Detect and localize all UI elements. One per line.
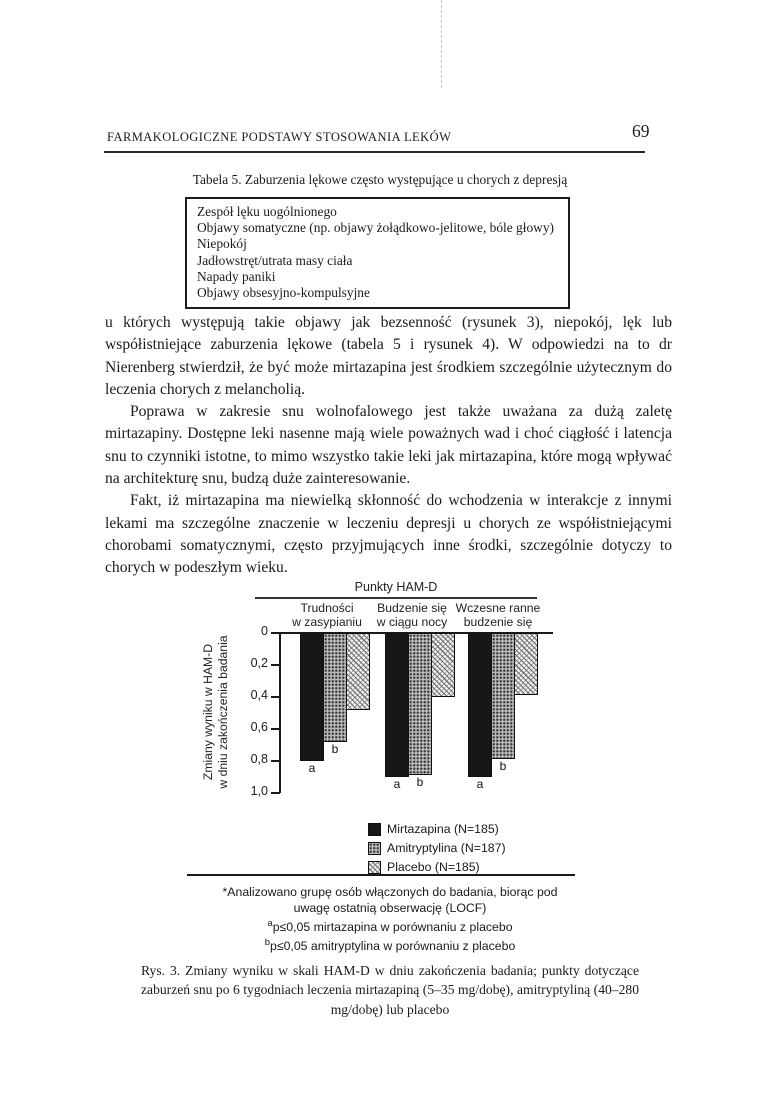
y-axis-tick [271, 728, 280, 730]
footnote-line: $^a$p≤0,05 mirtazapina w porównaniu z placebo [267, 918, 513, 935]
y-axis-tick [271, 696, 280, 698]
figure-caption: Rys. 3. Zmiany wyniku w skali HAM-D w dniu zakończenia badania; punkty dotyczące zaburzeń snu po 6 tygodniach leczenia mirtazapiną (5–35 mg/dobę), amitryptyliną (40–280 mg/dobę) lub placebo [141, 963, 639, 1017]
y-axis-label: Zmiany wyniku w HAM-D w dniu zakończenia badania [201, 635, 230, 789]
figure-footnotes [150, 884, 630, 954]
chart-bar [323, 633, 347, 756]
y-axis-tick [271, 760, 280, 762]
paragraph: Poprawa w zakresie snu wolnofalowego jest także uważana za dużą zaletę mirtazapiny. Dostępne leki nasenne mają wiele poważnych wad i choć ciągłość i latencja snu to czynniki istotne, to mimo wszystko takie leki jak mirtazapina, które mogą wpływać na architekturę snu, budzą duże zainteresowanie. [105, 403, 672, 488]
chart-bar [408, 633, 432, 789]
table-row: Zespół lęku uogólnionego [197, 204, 337, 219]
table-row: Objawy somatyczne (np. objawy żołądkowo-jelitowe, bóle głowy) [197, 220, 554, 236]
y-axis-tick-label: 0,8 [250, 752, 268, 766]
chart-bar [385, 633, 409, 791]
figure-area [0, 580, 778, 960]
table-box [185, 197, 570, 309]
significance-letter: a [476, 777, 484, 791]
figure-separator-rule [187, 874, 575, 876]
significance-letter: a [308, 761, 316, 775]
chart-bar [468, 633, 492, 791]
paragraph: Fakt, iż mirtazapina ma niewielką skłonność do wchodzenia w interakcje z innymi lekami ma szczególne znaczenie w leczeniu depresji u chorych ze współistniejącymi chorobami somatycznymi, często przyjmujących inne środki, szczególnie dotyczy to chorych w podeszłym wieku. [105, 492, 672, 577]
scan-artifact-line [441, 0, 442, 88]
category-label: Wczesne ranne budzenie się [455, 601, 541, 629]
header-rule [104, 151, 645, 153]
y-axis-tick-label: 0,2 [250, 656, 268, 670]
y-axis-tick [271, 632, 280, 634]
paragraph: u których występują takie objawy jak bezsenność (rysunek 3), niepokój, lęk lub współistniejące zaburzenia lękowe (tabela 5 i rysunek 4). W odpowiedzi na to dr Nierenberg stwierdził, że być może mirtazapina jest środkiem szczególnie użytecznym do leczenia chorych z melancholią. [105, 314, 672, 398]
page-number: 69 [632, 121, 650, 141]
chart-title-rule [255, 597, 537, 599]
category-label: Budzenie się w ciągu nocy [376, 601, 448, 629]
y-axis-tick-label: 0,4 [250, 688, 268, 702]
category-label: Trudności w zasypianiu [292, 601, 362, 629]
table-row: Jadłowstręt/utrata masy ciała [197, 252, 353, 268]
significance-letter: b [416, 775, 424, 789]
y-axis-tick-label: 1,0 [250, 784, 268, 798]
significance-letter: b [499, 759, 507, 773]
legend-item [368, 860, 480, 874]
table-row: Napady paniki [197, 268, 276, 284]
body-text [105, 312, 672, 580]
chart-bar [346, 633, 370, 710]
chart-title: Punkty HAM-D [354, 580, 438, 594]
y-axis-tick-label: 0,6 [250, 720, 268, 734]
footnote-line: uwagę ostatnią obserwację (LOCF) [293, 901, 487, 915]
table-row: Niepokój [197, 236, 247, 252]
dots-swatch-icon [368, 842, 381, 855]
legend-label: Placebo (N=185) [387, 860, 480, 874]
table-row: Objawy obsesyjno-kompulsyjne [197, 285, 370, 301]
y-axis-tick [271, 792, 280, 794]
y-axis-tick-label: 0 [261, 624, 268, 638]
chart-bar [300, 633, 324, 775]
legend-label: Mirtazapina (N=185) [387, 822, 499, 836]
footnote-line: *Analizowano grupę osób włączonych do badania, biorąc pod [222, 885, 558, 899]
chart-bar [431, 633, 455, 697]
y-axis-line [279, 632, 281, 793]
footnote-line: $^b$p≤0,05 amitryptylina w porównaniu z placebo [264, 937, 516, 954]
hatch-swatch-icon [368, 861, 381, 874]
running-header-title: FARMAKOLOGICZNE PODSTAWY STOSOWANIA LEKÓW [107, 130, 452, 144]
chart-bar [491, 633, 515, 773]
significance-letter: b [331, 742, 339, 756]
black-swatch-icon [368, 823, 381, 836]
y-axis-tick [271, 664, 280, 666]
significance-letter: a [393, 777, 401, 791]
chart-bar [514, 633, 538, 695]
legend-item [368, 822, 499, 836]
table-caption: Tabela 5. Zaburzenia lękowe często występujące u chorych z depresją [192, 172, 568, 187]
legend-item [368, 841, 506, 855]
legend-label: Amitryptylina (N=187) [387, 841, 506, 855]
